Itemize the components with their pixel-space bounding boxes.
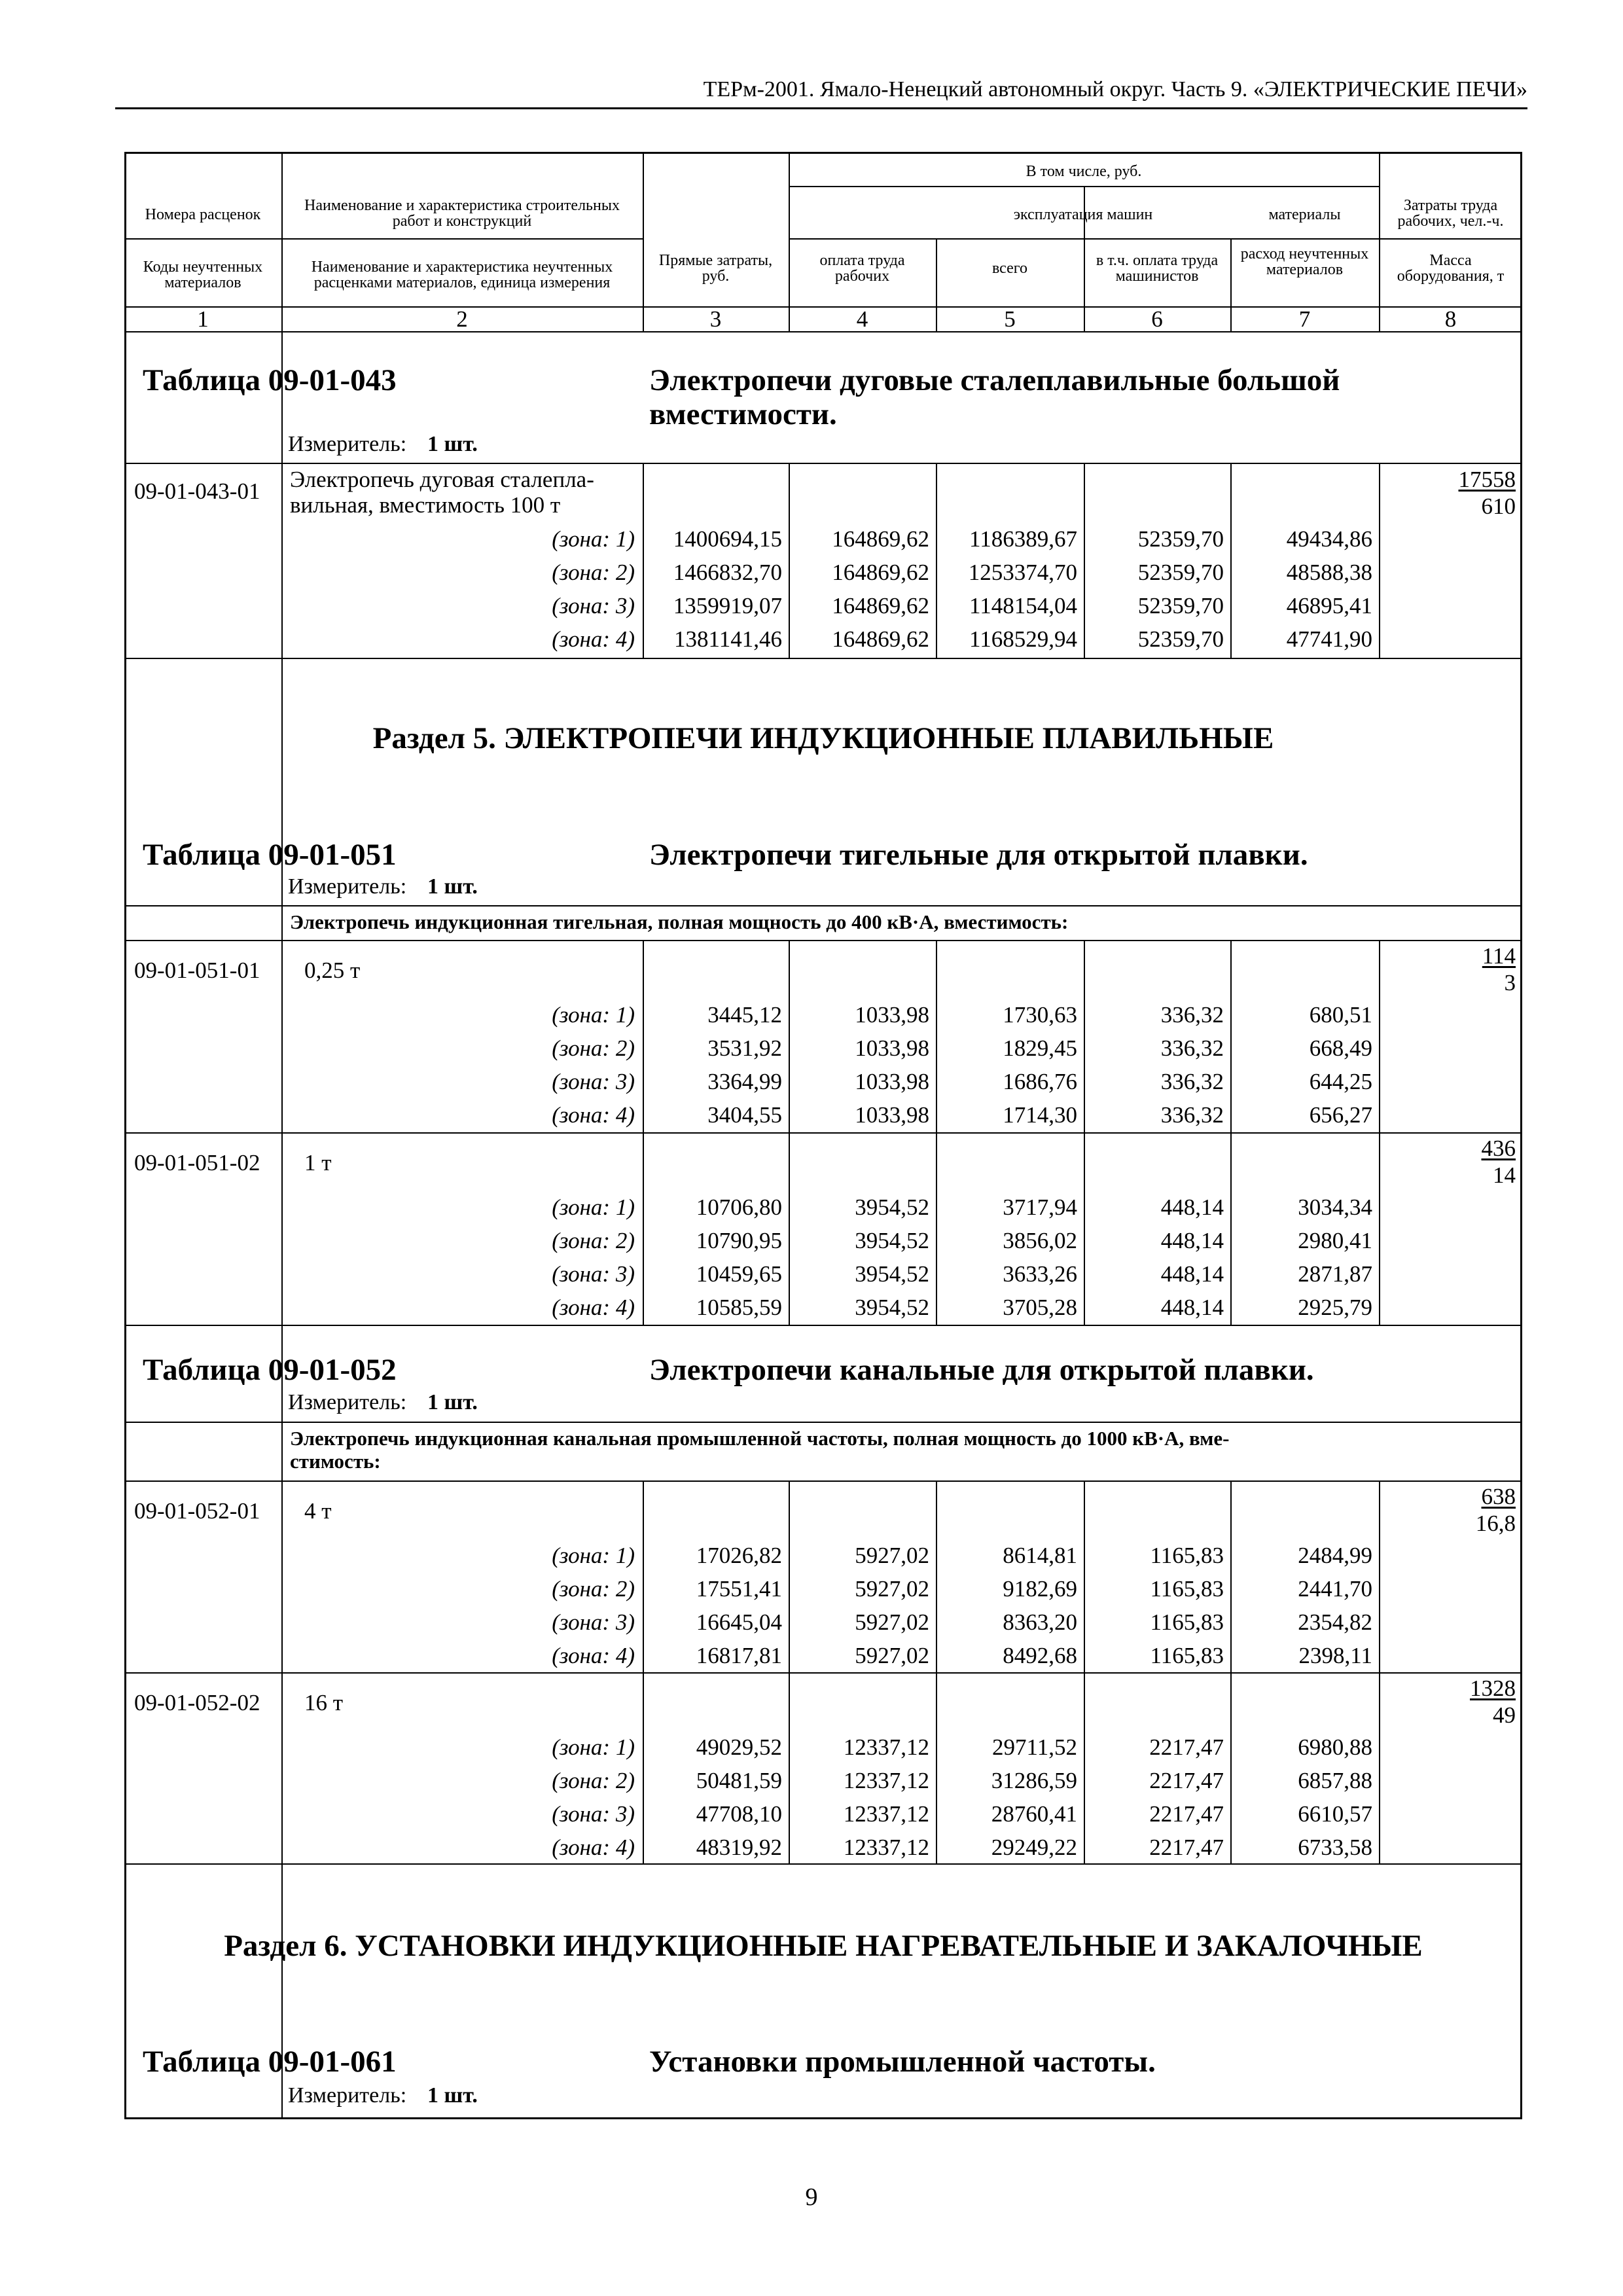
section-heading: Раздел 6. УСТАНОВКИ ИНДУКЦИОННЫЕ НАГРЕВАТЕЛЬНЫЕ И ЗАКАЛОЧНЫЕ [224, 1929, 1423, 1963]
column-header-materials: материалы [1268, 206, 1341, 223]
rate-code: 09-01-052-02 [134, 1690, 260, 1715]
worker-pay-value: 5927,02 [855, 1543, 929, 1568]
zone-label: (зона: 3) [552, 1801, 635, 1827]
column-header-labor-costs: Затраты труда рабочих, чел.-ч. [1397, 197, 1504, 230]
column-header-including: В том числе, руб. [1026, 163, 1142, 180]
machine-total-value: 8363,20 [1003, 1609, 1077, 1635]
machinist-pay-value: 2217,47 [1149, 1768, 1224, 1793]
labor-costs-value: 436 [1481, 1136, 1516, 1161]
machine-total-value: 1168529,94 [969, 626, 1077, 652]
machine-total-value: 1186389,67 [969, 526, 1077, 552]
zone-label: (зона: 1) [552, 1543, 635, 1568]
rule-horizontal [124, 1422, 1522, 1423]
column-number: 6 [1151, 306, 1163, 332]
machine-total-value: 31286,59 [991, 1768, 1077, 1793]
machinist-pay-value: 52359,70 [1137, 593, 1224, 619]
rule-horizontal [124, 238, 643, 240]
machine-total-value: 3633,26 [1003, 1261, 1077, 1287]
unit-label: Измеритель: [288, 874, 407, 899]
unit-value: 1 шт. [427, 874, 478, 899]
materials-value: 2484,99 [1298, 1543, 1372, 1568]
zone-label: (зона: 2) [552, 1035, 635, 1061]
zone-label: (зона: 2) [552, 1768, 635, 1793]
worker-pay-value: 164869,62 [832, 593, 929, 619]
column-number: 3 [709, 306, 722, 332]
column-number: 5 [1004, 306, 1016, 332]
equipment-mass-value: 16,8 [1475, 1511, 1516, 1536]
zone-label: (зона: 4) [552, 626, 635, 652]
direct-costs-value: 1381141,46 [674, 626, 782, 652]
equipment-mass-value: 3 [1504, 970, 1516, 996]
column-number: 1 [197, 306, 209, 332]
materials-value: 6980,88 [1298, 1734, 1372, 1760]
direct-costs-value: 47708,10 [696, 1801, 782, 1827]
direct-costs-value: 50481,59 [696, 1768, 782, 1793]
group-heading: Электропечь индукционная тигельная, полная мощность до 400 кВ·А, вместимость: [290, 910, 1069, 933]
zone-label: (зона: 3) [552, 1069, 635, 1094]
machine-total-value: 8614,81 [1003, 1543, 1077, 1568]
machine-total-value: 3856,02 [1003, 1228, 1077, 1253]
materials-value: 668,49 [1309, 1035, 1372, 1061]
direct-costs-value: 1359919,07 [673, 593, 782, 619]
materials-value: 6857,88 [1298, 1768, 1372, 1793]
machine-total-value: 8492,68 [1003, 1643, 1077, 1668]
worker-pay-value: 1033,98 [855, 1102, 929, 1128]
column-header-material-name: Наименование и характеристика неучтенных расценками материалов, единица измерения [311, 259, 613, 291]
rate-code: 09-01-043-01 [134, 478, 260, 504]
group-heading: Электропечь индукционная канальная промышленной частоты, полная мощность до 1000 кВ·А, вме- [290, 1427, 1230, 1450]
table-name: Электропечи канальные для открытой плавки. [649, 1353, 1314, 1387]
rate-description: Электропечь дуговая сталепла- [290, 467, 594, 492]
machinist-pay-value: 2217,47 [1149, 1835, 1224, 1860]
rule-horizontal [124, 331, 1522, 332]
labor-costs-value: 638 [1481, 1484, 1516, 1509]
worker-pay-value: 3954,52 [855, 1295, 929, 1320]
machine-total-value: 1829,45 [1003, 1035, 1077, 1061]
machine-total-value: 29249,22 [991, 1835, 1077, 1860]
unit-value: 1 шт. [427, 1390, 478, 1414]
direct-costs-value: 3364,99 [707, 1069, 782, 1094]
materials-value: 6610,57 [1298, 1801, 1372, 1827]
rate-description: 1 т [304, 1150, 332, 1175]
section-heading: Раздел 5. ЭЛЕКТРОПЕЧИ ИНДУКЦИОННЫЕ ПЛАВИЛЬНЫЕ [372, 721, 1274, 755]
zone-label: (зона: 2) [552, 560, 635, 585]
rule-vertical [1379, 463, 1380, 658]
page-number: 9 [805, 2183, 818, 2211]
rate-code: 09-01-051-02 [134, 1150, 260, 1175]
machine-total-value: 9182,69 [1003, 1576, 1077, 1602]
machine-total-value: 29711,52 [992, 1734, 1077, 1760]
column-header-material-codes: Коды неучтенных материалов [143, 259, 263, 291]
materials-value: 49434,86 [1286, 526, 1372, 552]
table-name: Электропечи дуговые сталеплавильные большой [649, 363, 1340, 397]
materials-value: 6733,58 [1298, 1835, 1372, 1860]
machine-total-value: 28760,41 [991, 1801, 1077, 1827]
running-header [115, 73, 1527, 109]
rule-horizontal [124, 1672, 1522, 1674]
machinist-pay-value: 448,14 [1160, 1194, 1224, 1220]
unit-label: Измеритель: [288, 1390, 407, 1414]
direct-costs-value: 10706,80 [696, 1194, 782, 1220]
rule-horizontal [124, 940, 1522, 941]
machinist-pay-value: 1165,83 [1150, 1576, 1224, 1602]
column-header-work-name: Наименование и характеристика строительных работ и конструкций [304, 197, 620, 230]
materials-value: 2354,82 [1298, 1609, 1372, 1635]
machinist-pay-value: 336,32 [1160, 1102, 1224, 1128]
rule-horizontal [936, 238, 1230, 240]
rule-horizontal [124, 1863, 1522, 1865]
worker-pay-value: 12337,12 [843, 1768, 929, 1793]
rate-description: 0,25 т [304, 958, 361, 983]
worker-pay-value: 12337,12 [843, 1835, 929, 1860]
machine-total-value: 3717,94 [1003, 1194, 1077, 1220]
unit-label: Измеритель: [288, 432, 407, 456]
zone-label: (зона: 1) [552, 1002, 635, 1028]
zone-label: (зона: 4) [552, 1102, 635, 1128]
materials-value: 47741,90 [1286, 626, 1372, 652]
table-title: Таблица 09-01-061 [143, 2045, 397, 2079]
zone-label: (зона: 1) [552, 526, 635, 552]
machinist-pay-value: 336,32 [1160, 1002, 1224, 1028]
table-name: Установки промышленной частоты. [649, 2045, 1156, 2079]
direct-costs-value: 1400694,15 [673, 526, 782, 552]
machinist-pay-value: 52359,70 [1137, 626, 1224, 652]
worker-pay-value: 5927,02 [855, 1643, 929, 1668]
worker-pay-value: 3954,52 [855, 1228, 929, 1253]
materials-value: 2441,70 [1298, 1576, 1372, 1602]
worker-pay-value: 12337,12 [843, 1801, 929, 1827]
machinist-pay-value: 52359,70 [1137, 560, 1224, 585]
materials-value: 2871,87 [1298, 1261, 1372, 1287]
machinist-pay-value: 336,32 [1160, 1035, 1224, 1061]
group-heading-continued: стимость: [290, 1450, 381, 1473]
zone-label: (зона: 3) [552, 593, 635, 619]
column-header-worker-pay: оплата труда рабочих [819, 252, 905, 285]
rule-vertical [643, 152, 644, 331]
zone-label: (зона: 3) [552, 1261, 635, 1287]
column-header-material-consumption: расход неучтенных материалов [1240, 245, 1369, 278]
worker-pay-value: 5927,02 [855, 1576, 929, 1602]
materials-value: 680,51 [1309, 1002, 1372, 1028]
direct-costs-value: 3531,92 [707, 1035, 782, 1061]
zone-label: (зона: 1) [552, 1194, 635, 1220]
materials-value: 3034,34 [1298, 1194, 1372, 1220]
materials-value: 48588,38 [1286, 560, 1372, 585]
direct-costs-value: 16645,04 [696, 1609, 782, 1635]
worker-pay-value: 1033,98 [855, 1069, 929, 1094]
machinist-pay-value: 336,32 [1160, 1069, 1224, 1094]
labor-costs-value: 114 [1482, 943, 1516, 969]
table-title: Таблица 09-01-052 [143, 1353, 397, 1387]
unit-label: Измеритель: [288, 2083, 407, 2108]
machinist-pay-value: 2217,47 [1149, 1734, 1224, 1760]
column-header-rate-numbers: Номера расценок [145, 206, 261, 223]
worker-pay-value: 164869,62 [832, 626, 929, 652]
rule-horizontal [124, 1132, 1522, 1134]
column-header-machine-operation: эксплуатация машин [1013, 206, 1153, 223]
column-header-machinist-pay: в т.ч. оплата труда машинистов [1096, 252, 1219, 285]
column-header-machine-total: всего [991, 260, 1028, 277]
machine-total-value: 3705,28 [1003, 1295, 1077, 1320]
worker-pay-value: 3954,52 [855, 1194, 929, 1220]
machinist-pay-value: 1165,83 [1150, 1543, 1224, 1568]
worker-pay-value: 3954,52 [855, 1261, 929, 1287]
direct-costs-value: 10585,59 [696, 1295, 782, 1320]
zone-label: (зона: 4) [552, 1643, 635, 1668]
direct-costs-value: 17551,41 [696, 1576, 782, 1602]
materials-value: 656,27 [1309, 1102, 1372, 1128]
machine-total-value: 1730,63 [1003, 1002, 1077, 1028]
worker-pay-value: 164869,62 [832, 560, 929, 585]
rate-description-continued: вильная, вместимость 100 т [290, 492, 561, 518]
worker-pay-value: 1033,98 [855, 1002, 929, 1028]
table-name-continued: вместимости. [649, 397, 837, 431]
direct-costs-value: 17026,82 [696, 1543, 782, 1568]
equipment-mass-value: 14 [1493, 1162, 1516, 1188]
direct-costs-value: 10790,95 [696, 1228, 782, 1253]
machine-total-value: 1686,76 [1003, 1069, 1077, 1094]
rate-description: 4 т [304, 1498, 332, 1524]
rate-description: 16 т [304, 1690, 344, 1715]
rule-horizontal [124, 463, 1522, 464]
rule-horizontal [124, 1480, 1522, 1482]
equipment-mass-value: 610 [1481, 493, 1516, 519]
worker-pay-value: 164869,62 [832, 526, 929, 552]
zone-label: (зона: 4) [552, 1295, 635, 1320]
direct-costs-value: 10459,65 [696, 1261, 782, 1287]
table-title: Таблица 09-01-051 [143, 838, 397, 872]
column-header-equipment-mass: Масса оборудования, т [1397, 252, 1505, 285]
materials-value: 2398,11 [1298, 1643, 1372, 1668]
materials-value: 2925,79 [1298, 1295, 1372, 1320]
materials-value: 46895,41 [1286, 593, 1372, 619]
zone-label: (зона: 3) [552, 1609, 635, 1635]
rule-horizontal [124, 905, 1522, 906]
rate-code: 09-01-051-01 [134, 958, 260, 983]
direct-costs-value: 3404,55 [707, 1102, 782, 1128]
labor-costs-value: 1328 [1470, 1676, 1516, 1701]
machine-total-value: 1253374,70 [968, 560, 1077, 585]
zone-label: (зона: 2) [552, 1576, 635, 1602]
column-number: 4 [856, 306, 868, 332]
machine-total-value: 1714,30 [1003, 1102, 1077, 1128]
direct-costs-value: 48319,92 [696, 1835, 782, 1860]
equipment-mass-value: 49 [1493, 1702, 1516, 1728]
direct-costs-value: 49029,52 [696, 1734, 782, 1760]
direct-costs-value: 3445,12 [707, 1002, 782, 1028]
running-header-text: ТЕРм-2001. Ямало-Ненецкий автономный округ. Часть 9. «ЭЛЕКТРИЧЕСКИЕ ПЕЧИ» [703, 77, 1527, 101]
machinist-pay-value: 2217,47 [1149, 1801, 1224, 1827]
rule-horizontal [124, 658, 1522, 659]
machinist-pay-value: 52359,70 [1137, 526, 1224, 552]
table-name: Электропечи тигельные для открытой плавки. [649, 838, 1308, 872]
zone-label: (зона: 2) [552, 1228, 635, 1253]
direct-costs-value: 16817,81 [696, 1643, 782, 1668]
machinist-pay-value: 448,14 [1160, 1295, 1224, 1320]
direct-costs-value: 1466832,70 [673, 560, 782, 585]
machinist-pay-value: 1165,83 [1150, 1643, 1224, 1668]
column-header-direct-costs: Прямые затраты, руб. [658, 252, 773, 285]
worker-pay-value: 1033,98 [855, 1035, 929, 1061]
worker-pay-value: 5927,02 [855, 1609, 929, 1635]
zone-label: (зона: 4) [552, 1835, 635, 1860]
rule-horizontal [124, 1325, 1522, 1326]
materials-value: 2980,41 [1298, 1228, 1372, 1253]
column-number: 7 [1298, 306, 1311, 332]
unit-value: 1 шт. [427, 432, 478, 456]
table-title: Таблица 09-01-043 [143, 363, 397, 397]
machinist-pay-value: 448,14 [1160, 1261, 1224, 1287]
machinist-pay-value: 1165,83 [1150, 1609, 1224, 1635]
column-number: 8 [1444, 306, 1457, 332]
worker-pay-value: 12337,12 [843, 1734, 929, 1760]
rate-code: 09-01-052-01 [134, 1498, 260, 1524]
materials-value: 644,25 [1309, 1069, 1372, 1094]
labor-costs-value: 17558 [1458, 467, 1516, 492]
unit-value: 1 шт. [427, 2083, 478, 2108]
machine-total-value: 1148154,04 [969, 593, 1077, 619]
zone-label: (зона: 1) [552, 1734, 635, 1760]
rule-vertical [1379, 152, 1380, 331]
column-number: 2 [456, 306, 468, 332]
machinist-pay-value: 448,14 [1160, 1228, 1224, 1253]
